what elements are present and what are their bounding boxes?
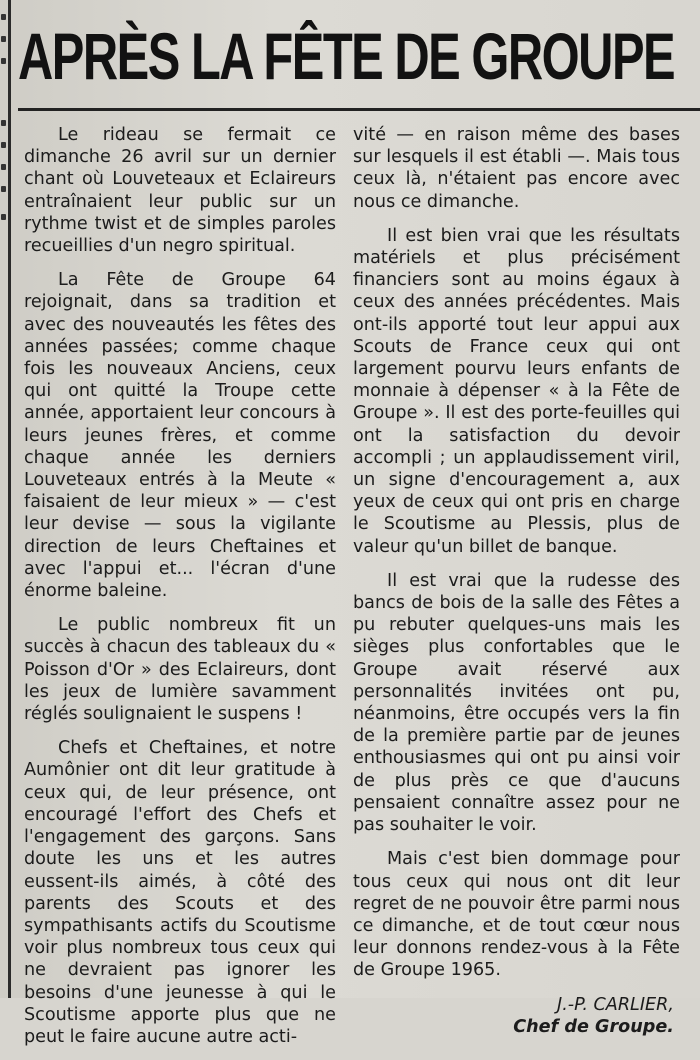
paragraph: Il est bien vrai que les résultats matériels et plus précisément financiers sont au moins égaux à ceux des années précédentes. Mais ont-ils apporté tout leur appui aux Scouts de France ceux qui ont largement pourvu leurs enfants de monnaie à dépenser « à la Fête de Groupe ». Il est des porte-feuilles qui ont la satisfaction du devoir accompli ; un applaudissement viril, un signe d'encouragement a, aux yeux de ceux qui ont pris en charge le Scoutisme au Plessis, plus de valeur qu'un billet de banque.	[353, 225, 680, 557]
left-column	[24, 124, 336, 1060]
paragraph: Mais c'est bien dommage pour tous ceux qui nous ont dit leur regret de ne pouvoir être parmi nous ce dimanche, et de tout cœur nous leur donnons rendez-vous à la Fête de Groupe 1965.	[353, 849, 680, 981]
paragraph: Le public nombreux fit un succès à chacun des tableaux du « Poisson d'Or » des Eclaireurs, dont les jeux de lumière savamment réglés soulignaient le suspens !	[24, 615, 336, 725]
paragraph: La Fête de Groupe 64 rejoignait, dans sa tradition et avec des nouveautés les fêtes des années passées; comme chaque fois les nouveaux Anciens, ceux qui ont quitté la Troupe cette année, apportaient leur concours à leurs jeunes frères, et comme chaque année les derniers Louveteaux entrés à la Meute « faisaient de leur mieux » — c'est leur devise — sous la vigilante direction de leurs Cheftaines et avec l'appui et... l'écran d'une énorme baleine.	[24, 270, 336, 602]
paragraph: Il est vrai que la rudesse des bancs de bois de la salle des Fêtes a pu rebuter quelques-uns mais les sièges plus confortables que le Groupe avait réservé aux personnalités invitées ont pu, néanmoins, être occupés vers la fin de la première partie par de jeunes enthousiasmes qui ont pu ainsi voir de plus près ce que d'aucuns pensaient connaître assez pour ne pas souhaiter le voir.	[353, 570, 680, 836]
paragraph: Chefs et Cheftaines, et notre Aumônier ont dit leur gratitude à ceux qui, de leur présence, ont encouragé l'effort des Chefs et l'engagement des garçons. Sans doute les uns et les autres eussent-ils aimés, à côté des parents des Scouts et des sympathisants actifs du Scoutisme voir plus nombreux tous ceux qui ne devraient pas ignorer les besoins d'une jeunesse à qui le Scoutisme apporte plus que ne peut le faire aucune autre acti-	[24, 738, 336, 1047]
signature-name: J.-P. CARLIER,	[557, 994, 674, 1015]
paragraph: Le rideau se fermait ce dimanche 26 avril sur un dernier chant où Louveteaux et Eclaireurs entraînaient leur public sur un rythme twist et de simples paroles recueillies d'un negro spiritual.	[24, 125, 336, 257]
headline: APRÈS LA FÊTE DE GROUPE	[18, 19, 675, 93]
signature	[353, 994, 680, 1038]
headline-rule	[18, 108, 700, 111]
right-column	[353, 124, 680, 1038]
margin-ticks	[0, 0, 7, 998]
margin-rule	[8, 0, 11, 998]
signature-role: Chef de Groupe.	[513, 1016, 674, 1037]
paragraph-continued: vité — en raison même des bases sur lesquels il est établi —. Mais tous ceux là, n'étaient pas encore avec nous ce dimanche.	[353, 125, 680, 212]
